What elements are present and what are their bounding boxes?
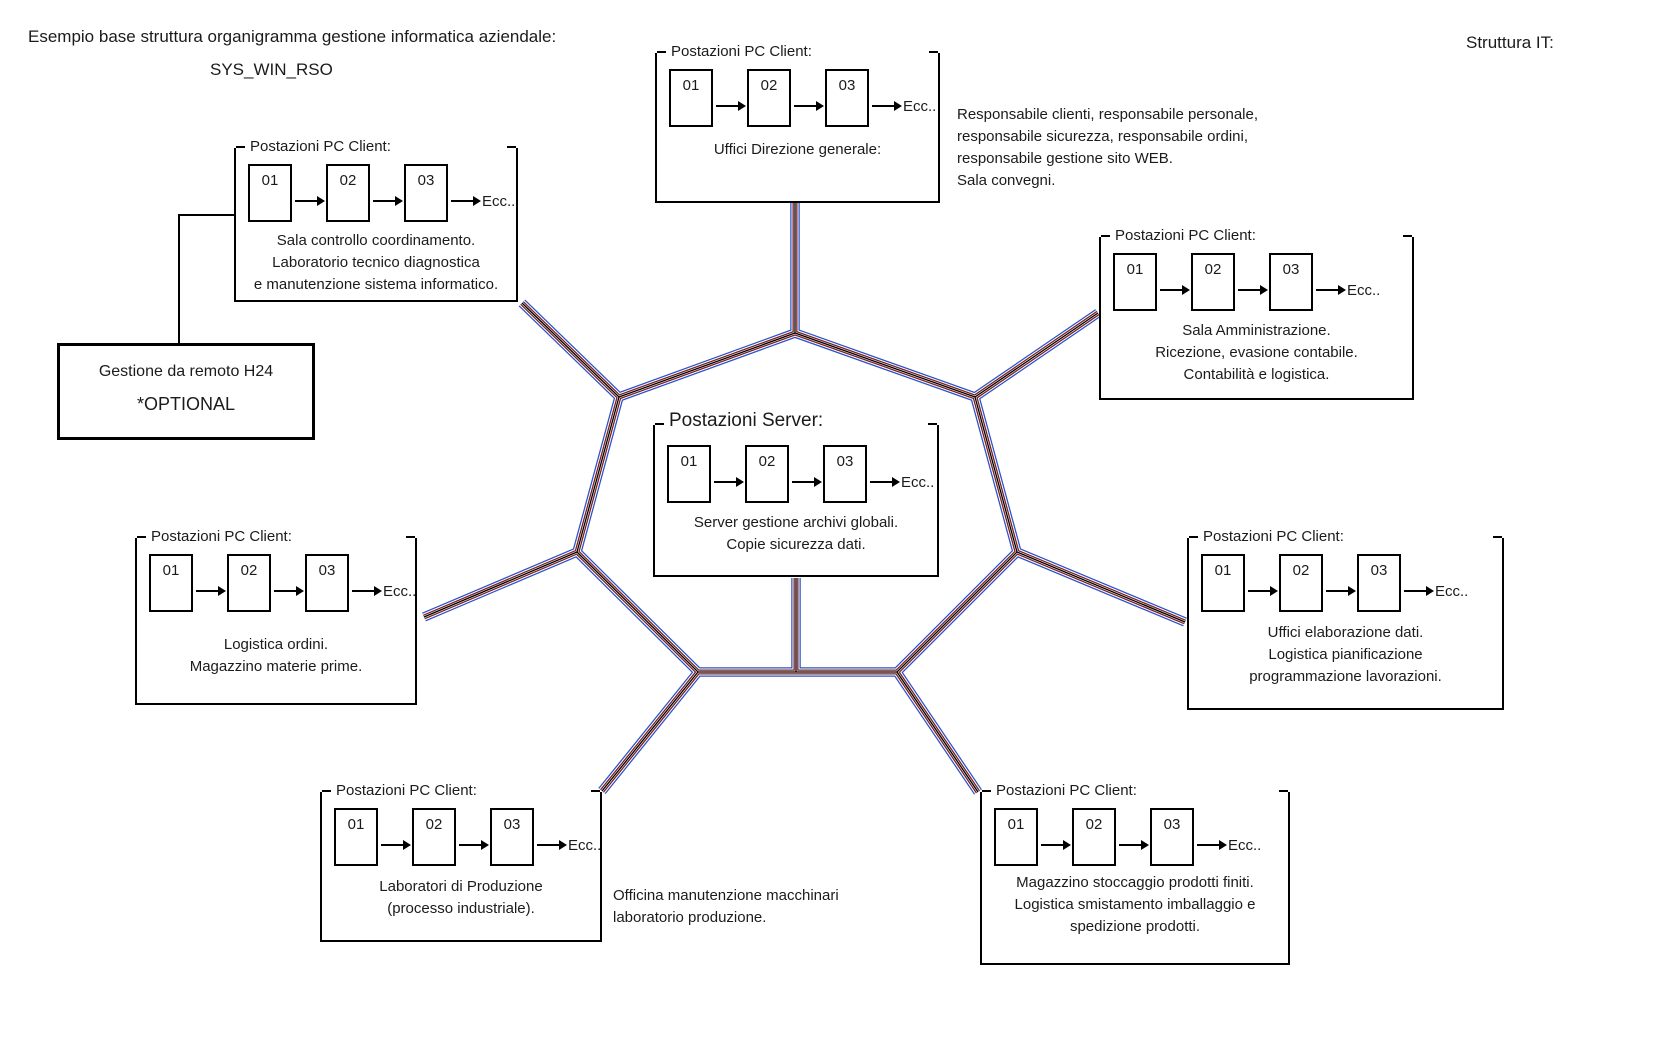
arrow-icon bbox=[794, 105, 822, 107]
pc-chain bbox=[669, 69, 938, 127]
box-caption bbox=[236, 230, 516, 296]
box-caption bbox=[137, 634, 415, 678]
note-line: responsabile gestione sito WEB. bbox=[957, 150, 1173, 167]
note-line: Sala convegni. bbox=[957, 172, 1056, 189]
pc-chain bbox=[149, 554, 415, 612]
client-box-title: Postazioni PC Client: bbox=[247, 138, 394, 156]
pc-unit-01: 01 bbox=[994, 808, 1038, 866]
arrow-icon bbox=[1404, 590, 1432, 592]
direzione-note bbox=[957, 104, 1258, 192]
pc-unit-03: 03 bbox=[825, 69, 869, 127]
arrow-icon bbox=[1316, 289, 1344, 291]
box-caption bbox=[1101, 320, 1412, 386]
caption-line: Server gestione archivi globali. bbox=[693, 514, 899, 531]
arrow-icon bbox=[1041, 844, 1069, 846]
box-caption bbox=[1189, 622, 1502, 688]
arrow-icon bbox=[872, 105, 900, 107]
client-box-title: Postazioni PC Client: bbox=[668, 43, 815, 61]
client-box-controllo bbox=[234, 138, 518, 302]
pc-unit-03: 03 bbox=[1269, 253, 1313, 311]
pc-unit-03: 03 bbox=[1150, 808, 1194, 866]
client-box-title: Postazioni PC Client: bbox=[1112, 227, 1259, 245]
optional-box bbox=[57, 343, 315, 440]
box-caption bbox=[657, 139, 938, 161]
client-box-ordini bbox=[135, 528, 417, 705]
caption-line: programmazione lavorazioni. bbox=[1249, 668, 1442, 685]
arrow-icon bbox=[1326, 590, 1354, 592]
arrow-icon bbox=[537, 844, 565, 846]
server-chain bbox=[667, 445, 937, 503]
pc-unit-02: 02 bbox=[227, 554, 271, 612]
note-line: Officina manutenzione macchinari bbox=[613, 887, 839, 904]
optional-box-line2: *OPTIONAL bbox=[136, 394, 236, 414]
page-title: Esempio base struttura organigramma gestione informatica aziendale: bbox=[28, 27, 557, 46]
pc-unit-01: 01 bbox=[334, 808, 378, 866]
pc-unit-02: 02 bbox=[1191, 253, 1235, 311]
arrow-icon bbox=[1248, 590, 1276, 592]
pc-unit-02: 02 bbox=[1279, 554, 1323, 612]
caption-line: e manutenzione sistema informatico. bbox=[253, 276, 499, 293]
pc-unit-01: 01 bbox=[149, 554, 193, 612]
caption-line: Copie sicurezza dati. bbox=[726, 536, 866, 553]
client-box-title: Postazioni PC Client: bbox=[993, 782, 1140, 800]
arrow-icon bbox=[1160, 289, 1188, 291]
note-line: laboratorio produzione. bbox=[613, 909, 767, 926]
caption-line: Ricezione, evasione contabile. bbox=[1155, 344, 1358, 361]
server-box-title: Postazioni Server: bbox=[666, 412, 826, 430]
arrow-icon bbox=[459, 844, 487, 846]
arrow-icon bbox=[451, 200, 479, 202]
caption-line: Logistica ordini. bbox=[223, 636, 329, 653]
ecc-label: Ecc.. bbox=[482, 193, 516, 210]
box-caption bbox=[322, 876, 600, 920]
pc-unit-03: 03 bbox=[305, 554, 349, 612]
server-unit-01: 01 bbox=[667, 445, 711, 503]
client-box-elaborazione bbox=[1187, 528, 1504, 710]
struttura-it-label: Struttura IT: bbox=[1466, 33, 1554, 52]
client-box-produzione bbox=[320, 782, 602, 942]
arrow-icon bbox=[196, 590, 224, 592]
arrow-icon bbox=[274, 590, 302, 592]
pc-unit-02: 02 bbox=[412, 808, 456, 866]
pc-unit-01: 01 bbox=[669, 69, 713, 127]
box-caption bbox=[982, 872, 1288, 938]
server-unit-03: 03 bbox=[823, 445, 867, 503]
ecc-label: Ecc.. bbox=[1228, 837, 1262, 854]
pc-chain bbox=[248, 164, 516, 222]
client-box-amministrazione bbox=[1099, 227, 1414, 400]
client-box-title: Postazioni PC Client: bbox=[148, 528, 295, 546]
arrow-icon bbox=[716, 105, 744, 107]
pc-unit-02: 02 bbox=[326, 164, 370, 222]
page-subtitle: SYS_WIN_RSO bbox=[210, 60, 333, 79]
caption-line: Sala controllo coordinamento. bbox=[276, 232, 476, 249]
pc-unit-01: 01 bbox=[248, 164, 292, 222]
pc-unit-02: 02 bbox=[1072, 808, 1116, 866]
client-box-magazzino bbox=[980, 782, 1290, 965]
pc-unit-02: 02 bbox=[747, 69, 791, 127]
box-caption bbox=[655, 512, 937, 556]
arrow-icon bbox=[295, 200, 323, 202]
caption-line: (processo industriale). bbox=[387, 900, 535, 917]
caption-line: spedizione prodotti. bbox=[1069, 918, 1201, 935]
ecc-label: Ecc.. bbox=[903, 98, 937, 115]
officina-note bbox=[613, 885, 839, 929]
caption-line: Magazzino stoccaggio prodotti finiti. bbox=[1016, 874, 1254, 891]
client-box-title: Postazioni PC Client: bbox=[333, 782, 480, 800]
server-unit-02: 02 bbox=[745, 445, 789, 503]
client-box-direzione bbox=[655, 43, 940, 203]
ecc-label: Ecc.. bbox=[1347, 282, 1381, 299]
pc-chain bbox=[994, 808, 1288, 866]
ecc-label: Ecc.. bbox=[568, 837, 602, 854]
caption-line: Logistica smistamento imballaggio e bbox=[1014, 896, 1256, 913]
ecc-label: Ecc.. bbox=[1435, 583, 1469, 600]
note-line: responsabile sicurezza, responsabile ordini, bbox=[957, 128, 1248, 145]
ecc-label: Ecc.. bbox=[901, 474, 935, 491]
client-box-title: Postazioni PC Client: bbox=[1200, 528, 1347, 546]
server-box bbox=[653, 410, 939, 577]
pc-chain bbox=[334, 808, 600, 866]
caption-line: Sala Amministrazione. bbox=[1182, 322, 1331, 339]
note-line: Responsabile clienti, responsabile personale, bbox=[957, 106, 1259, 123]
pc-unit-01: 01 bbox=[1201, 554, 1245, 612]
caption-line: Uffici elaborazione dati. bbox=[1267, 624, 1424, 641]
optional-box-line1: Gestione da remoto H24 bbox=[98, 363, 274, 380]
caption-line: Laboratorio tecnico diagnostica bbox=[272, 254, 480, 271]
ecc-label: Ecc.. bbox=[383, 583, 417, 600]
pc-unit-03: 03 bbox=[1357, 554, 1401, 612]
arrow-icon bbox=[1119, 844, 1147, 846]
pc-chain bbox=[1113, 253, 1412, 311]
arrow-icon bbox=[714, 481, 742, 483]
pc-unit-03: 03 bbox=[404, 164, 448, 222]
arrow-icon bbox=[792, 481, 820, 483]
arrow-icon bbox=[870, 481, 898, 483]
optional-box-connector bbox=[179, 215, 234, 343]
caption-line: Magazzino materie prime. bbox=[189, 658, 363, 675]
arrow-icon bbox=[1238, 289, 1266, 291]
pc-unit-03: 03 bbox=[490, 808, 534, 866]
arrow-icon bbox=[373, 200, 401, 202]
caption-line: Uffici Direzione generale: bbox=[713, 141, 882, 158]
caption-line: Contabilità e logistica. bbox=[1183, 366, 1330, 383]
caption-line: Laboratori di Produzione bbox=[379, 878, 543, 895]
caption-line: Logistica pianificazione bbox=[1268, 646, 1423, 663]
arrow-icon bbox=[352, 590, 380, 592]
arrow-icon bbox=[1197, 844, 1225, 846]
pc-unit-01: 01 bbox=[1113, 253, 1157, 311]
pc-chain bbox=[1201, 554, 1502, 612]
arrow-icon bbox=[381, 844, 409, 846]
